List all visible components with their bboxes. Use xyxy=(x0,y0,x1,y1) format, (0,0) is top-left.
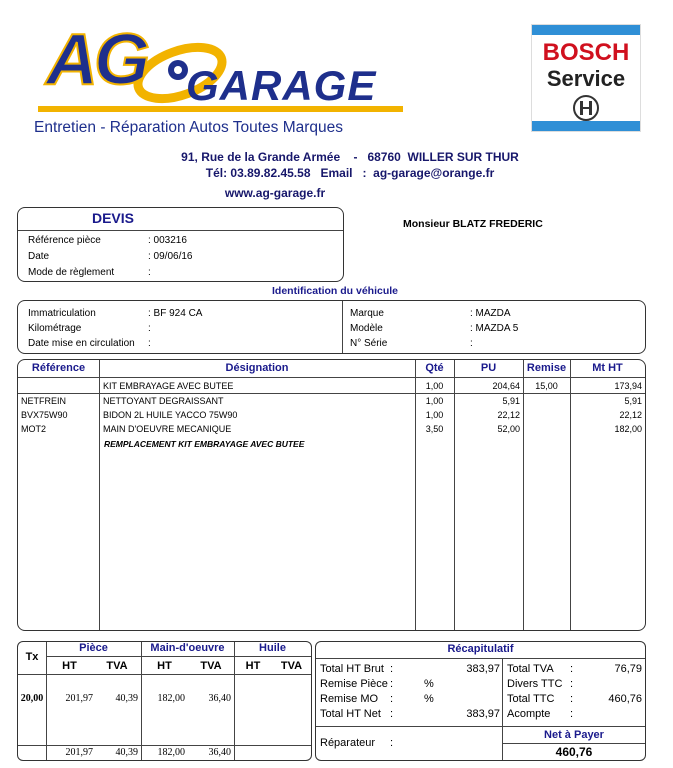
bosch-brand: BOSCH xyxy=(542,39,630,66)
recap-sep-ttc: : xyxy=(570,693,574,705)
net-divider xyxy=(502,743,645,744)
row2-pu: 22,12 xyxy=(497,410,520,420)
row3-designation: MAIN D'OEUVRE MECANIQUE xyxy=(103,424,232,434)
veh-value-km: : xyxy=(148,323,151,334)
row0-remise: 15,00 xyxy=(535,381,558,391)
recap-sep-divers: : xyxy=(570,678,574,690)
recap-sep-net: : xyxy=(390,708,394,720)
th-qty: Qté xyxy=(425,362,444,374)
customer-name: Monsieur BLATZ FREDERIC xyxy=(403,218,543,230)
devis-value-date: : 09/06/16 xyxy=(148,251,193,262)
veh-value-mec: : xyxy=(148,338,151,349)
vat-group-piece: Pièce xyxy=(79,642,108,654)
recap-value-net: 383,97 xyxy=(466,708,500,720)
reparateur-label: Réparateur xyxy=(320,737,376,749)
recap-label-ttc: Total TTC xyxy=(507,693,555,705)
vehicle-box xyxy=(17,300,646,354)
vat-huile-tva-h: TVA xyxy=(280,660,303,672)
vat-table xyxy=(17,641,312,761)
recap-value-tva: 76,79 xyxy=(614,663,642,675)
vat-header-line xyxy=(18,674,311,675)
logo-word: GARAGE xyxy=(186,62,377,109)
th-reference: Référence xyxy=(31,362,86,374)
vat-piece-tva-h: TVA xyxy=(106,660,128,672)
vehicle-section-title: Identification du véhicule xyxy=(271,285,398,297)
recap-unit-rem-piece: % xyxy=(424,678,434,690)
net-value: 460,76 xyxy=(555,745,593,759)
veh-value-serie: : xyxy=(470,338,473,349)
col-sep-4 xyxy=(523,360,524,630)
row3-ref: MOT2 xyxy=(21,424,47,434)
bosch-top-bar xyxy=(532,25,640,35)
recap-sep-acompte: : xyxy=(570,708,574,720)
row3-qty: 3,50 xyxy=(425,424,444,434)
veh-label-marque: Marque xyxy=(350,308,384,319)
phone-email-line: Tél: 03.89.82.45.58 Email : ag-garage@orange.fr xyxy=(205,166,495,180)
row1-ref: NETFREIN xyxy=(21,396,66,406)
vat-rate: 20,00 xyxy=(20,693,44,704)
vat-group-mo: Main-d'oeuvre xyxy=(150,642,225,654)
recap-label-rem-mo: Remise MO xyxy=(320,693,379,705)
devis-value-ref: : 003216 xyxy=(148,235,187,246)
devis-label-date: Date xyxy=(28,251,50,262)
row1-qty: 1,00 xyxy=(425,396,444,406)
vat-mo-ht-h: HT xyxy=(157,660,172,672)
row2-qty: 1,00 xyxy=(425,410,444,420)
vehicle-divider xyxy=(342,301,343,353)
recap-label-tva: Total TVA xyxy=(507,663,554,675)
row0-designation: KIT EMBRAYAGE AVEC BUTEE xyxy=(103,381,234,391)
veh-value-immat: : BF 924 CA xyxy=(148,308,203,319)
net-label: Net à Payer xyxy=(544,729,604,741)
line-comment: REMPLACEMENT KIT EMBRAYAGE AVEC BUTEE xyxy=(104,439,305,449)
vat-piece-ht-h: HT xyxy=(62,660,77,672)
address-line: 91, Rue de la Grande Armée - 68760 WILLER SUR THUR xyxy=(181,150,519,164)
devis-box xyxy=(17,207,344,282)
vat-group-huile: Huile xyxy=(259,642,286,654)
recap-mid-line xyxy=(316,726,645,727)
th-mt-ht: Mt HT xyxy=(592,362,623,374)
veh-label-km: Kilométrage xyxy=(28,323,82,334)
garage-logo xyxy=(30,18,410,143)
devis-label-mode: Mode de règlement xyxy=(28,267,115,278)
logo-letters: AG xyxy=(46,20,146,100)
recap-label-rem-piece: Remise Pièce xyxy=(320,678,388,690)
vat-total-line xyxy=(18,745,311,746)
veh-label-mec: Date mise en circulation xyxy=(28,338,135,349)
devis-label-ref: Référence pièce xyxy=(28,235,101,246)
vat-group-line xyxy=(46,656,311,657)
row1-mt: 5,91 xyxy=(624,396,642,406)
vat-row-mo-tva: 36,40 xyxy=(208,693,231,704)
veh-value-marque: : MAZDA xyxy=(470,308,511,319)
recap-title-line xyxy=(316,658,645,659)
bosch-service-logo xyxy=(531,24,641,132)
row0-pu: 204,64 xyxy=(492,381,520,391)
th-remise: Remise xyxy=(526,362,567,374)
bosch-armature-icon xyxy=(571,93,601,123)
row0-mt: 173,94 xyxy=(614,381,642,391)
vat-row-mo-ht: 182,00 xyxy=(157,693,185,704)
vat-tx-header: Tx xyxy=(25,651,39,663)
recap-box xyxy=(315,641,646,761)
recap-sep-tva: : xyxy=(570,663,574,675)
devis-value-mode: : xyxy=(148,267,151,278)
row1-designation: NETTOYANT DEGRAISSANT xyxy=(103,396,224,406)
vat-huile-ht-h: HT xyxy=(245,660,261,672)
th-pu: PU xyxy=(480,362,497,374)
devis-divider xyxy=(18,230,343,231)
row2-designation: BIDON 2L HUILE YACCO 75W90 xyxy=(103,410,238,420)
row-line-1 xyxy=(18,393,645,394)
recap-label-acompte: Acompte xyxy=(507,708,551,720)
recap-label-net: Total HT Net xyxy=(320,708,381,720)
vat-total-piece-tva: 40,39 xyxy=(115,747,138,758)
veh-value-modele: : MAZDA 5 xyxy=(470,323,519,334)
th-designation: Désignation xyxy=(225,362,289,374)
row3-mt: 182,00 xyxy=(614,424,642,434)
lines-table xyxy=(17,359,646,631)
recap-label-brut: Total HT Brut xyxy=(320,663,384,675)
col-sep-1 xyxy=(99,360,100,630)
vat-row-piece-ht: 201,97 xyxy=(65,693,93,704)
recap-label-divers: Divers TTC xyxy=(507,678,563,690)
recap-sep-rem-mo: : xyxy=(390,693,394,705)
devis-title: DEVIS xyxy=(91,210,134,226)
vat-total-mo-tva: 36,40 xyxy=(208,747,231,758)
veh-label-immat: Immatriculation xyxy=(28,308,96,319)
recap-unit-rem-mo: % xyxy=(424,693,434,705)
row2-ref: BVX75W90 xyxy=(21,410,68,420)
row2-mt: 22,12 xyxy=(619,410,642,420)
vat-total-mo-ht: 182,00 xyxy=(157,747,185,758)
vat-row-piece-tva: 40,39 xyxy=(115,693,138,704)
logo-tagline: Entretien - Réparation Autos Toutes Marques xyxy=(34,119,344,136)
vat-mo-tva-h: TVA xyxy=(200,660,222,672)
recap-value-ttc: 460,76 xyxy=(608,693,642,705)
veh-label-modele: Modèle xyxy=(350,323,383,334)
header-underline xyxy=(18,377,645,378)
veh-label-serie: N° Série xyxy=(350,338,388,349)
recap-sep-brut: : xyxy=(390,663,394,675)
vat-total-piece-ht: 201,97 xyxy=(65,747,93,758)
row1-pu: 5,91 xyxy=(502,396,520,406)
reparateur-sep: : xyxy=(390,737,394,749)
recap-sep-rem-piece: : xyxy=(390,678,394,690)
website-link[interactable]: www.ag-garage.fr xyxy=(224,186,326,200)
bosch-service: Service xyxy=(546,66,626,91)
row0-qty: 1,00 xyxy=(425,381,444,391)
row3-pu: 52,00 xyxy=(497,424,520,434)
recap-value-brut: 383,97 xyxy=(466,663,500,675)
recap-title: Récapitulatif xyxy=(447,643,514,655)
